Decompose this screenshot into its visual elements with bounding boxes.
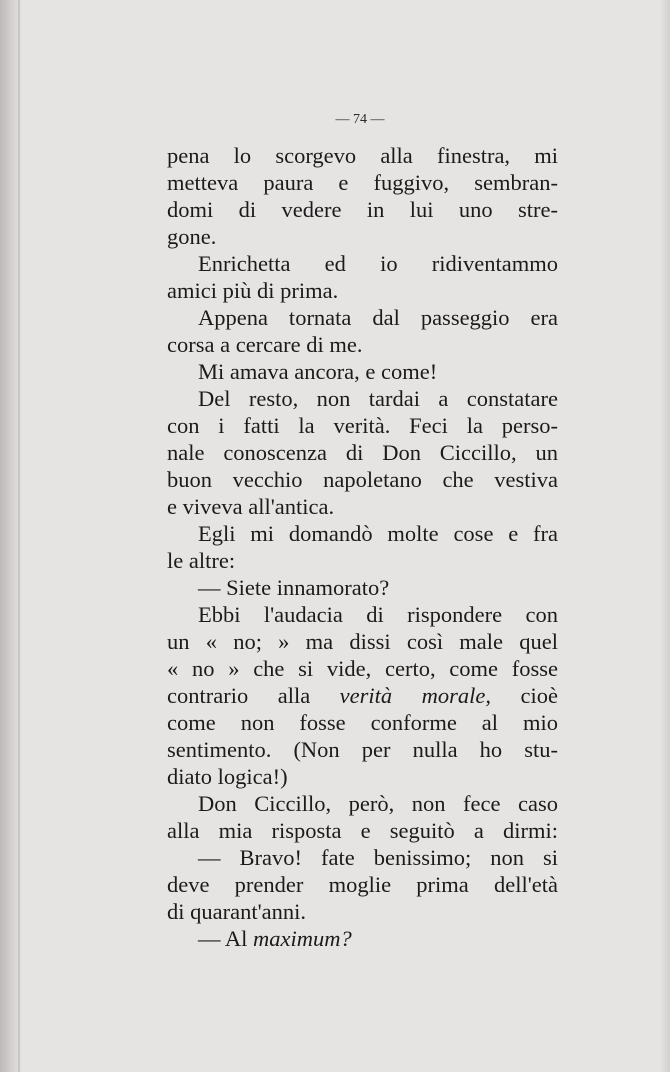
text-line [167, 466, 558, 493]
text-line-content: Mi amava ancora, e come! [198, 359, 438, 384]
page-right-edge [660, 0, 670, 1072]
text-line [167, 709, 558, 736]
text-line [167, 331, 558, 358]
text-line [167, 304, 558, 331]
text-line [167, 898, 558, 925]
text-line [167, 223, 558, 250]
text-line [167, 817, 558, 844]
text-line [167, 682, 558, 709]
text-line [167, 547, 558, 574]
text-line [167, 655, 558, 682]
body-text [167, 142, 558, 952]
text-line [167, 790, 558, 817]
text-line-content: nale conoscenza di Don Ciccillo, un [167, 440, 558, 465]
text-line-content: diato logica!) [167, 764, 288, 789]
text-line-content: — Bravo! fate benissimo; non si [198, 845, 558, 870]
text-line-content: di quarant'anni. [167, 899, 307, 924]
text-line-content: domi di vedere in lui uno stre- [167, 197, 558, 222]
text-line-content: buon vecchio napoletano che vestiva [167, 467, 558, 492]
text-line [167, 493, 558, 520]
page-fold-line [18, 0, 20, 1072]
text-line [167, 439, 558, 466]
text-line [167, 196, 558, 223]
text-line-content: Egli mi domandò molte cose e fra [198, 521, 558, 546]
text-line-content: amici più di prima. [167, 278, 339, 303]
text-line [167, 250, 558, 277]
text-line-content: Enrichetta ed io ridiventammo [198, 251, 558, 276]
text-line [167, 763, 558, 790]
text-line-content: gone. [167, 224, 217, 249]
text-line [167, 169, 558, 196]
text-line [167, 925, 558, 952]
text-line-content: Don Ciccillo, però, non fece caso [198, 791, 558, 816]
italic-phrase: verità morale, [339, 683, 492, 708]
text-line [167, 844, 558, 871]
text-line-content: Del resto, non tardai a constatare [198, 386, 558, 411]
text-line-content: metteva paura e fuggivo, sembran- [167, 170, 558, 195]
text-line-content: Ebbi l'audacia di rispondere con [198, 602, 558, 627]
text-line-tail: cioè [491, 683, 558, 708]
text-line [167, 358, 558, 385]
text-line-content: — Siete innamorato? [198, 575, 390, 600]
text-line-content: alla mia risposta e seguitò a dirmi: [167, 818, 558, 843]
text-line-content: e viveva all'antica. [167, 494, 335, 519]
text-line-content: — Al [198, 926, 254, 951]
text-line [167, 277, 558, 304]
text-line-content: deve prender moglie prima dell'età [167, 872, 558, 897]
text-line-content: le altre: [167, 548, 236, 573]
text-line [167, 628, 558, 655]
text-line-content: sentimento. (Non per nulla ho stu- [167, 737, 558, 762]
page-number: — 74 — [335, 112, 385, 127]
text-line [167, 601, 558, 628]
text-line [167, 520, 558, 547]
text-line [167, 736, 558, 763]
text-line-content: con i fatti la verità. Feci la perso- [167, 413, 558, 438]
text-line [167, 871, 558, 898]
text-line [167, 385, 558, 412]
italic-phrase: maximum? [253, 926, 352, 951]
text-line-content: « no » che si vide, certo, come fosse [167, 656, 558, 681]
text-line-content: corsa a cercare di me. [167, 332, 363, 357]
text-line-content: pena lo scorgevo alla finestra, mi [167, 143, 558, 168]
text-line [167, 142, 558, 169]
text-line-content: come non fosse conforme al mio [167, 710, 558, 735]
text-line [167, 574, 558, 601]
text-line-content: un « no; » ma dissi così male quel [167, 629, 558, 654]
text-line-content: Appena tornata dal passeggio era [198, 305, 558, 330]
text-line [167, 412, 558, 439]
text-line-content: contrario alla [167, 683, 340, 708]
